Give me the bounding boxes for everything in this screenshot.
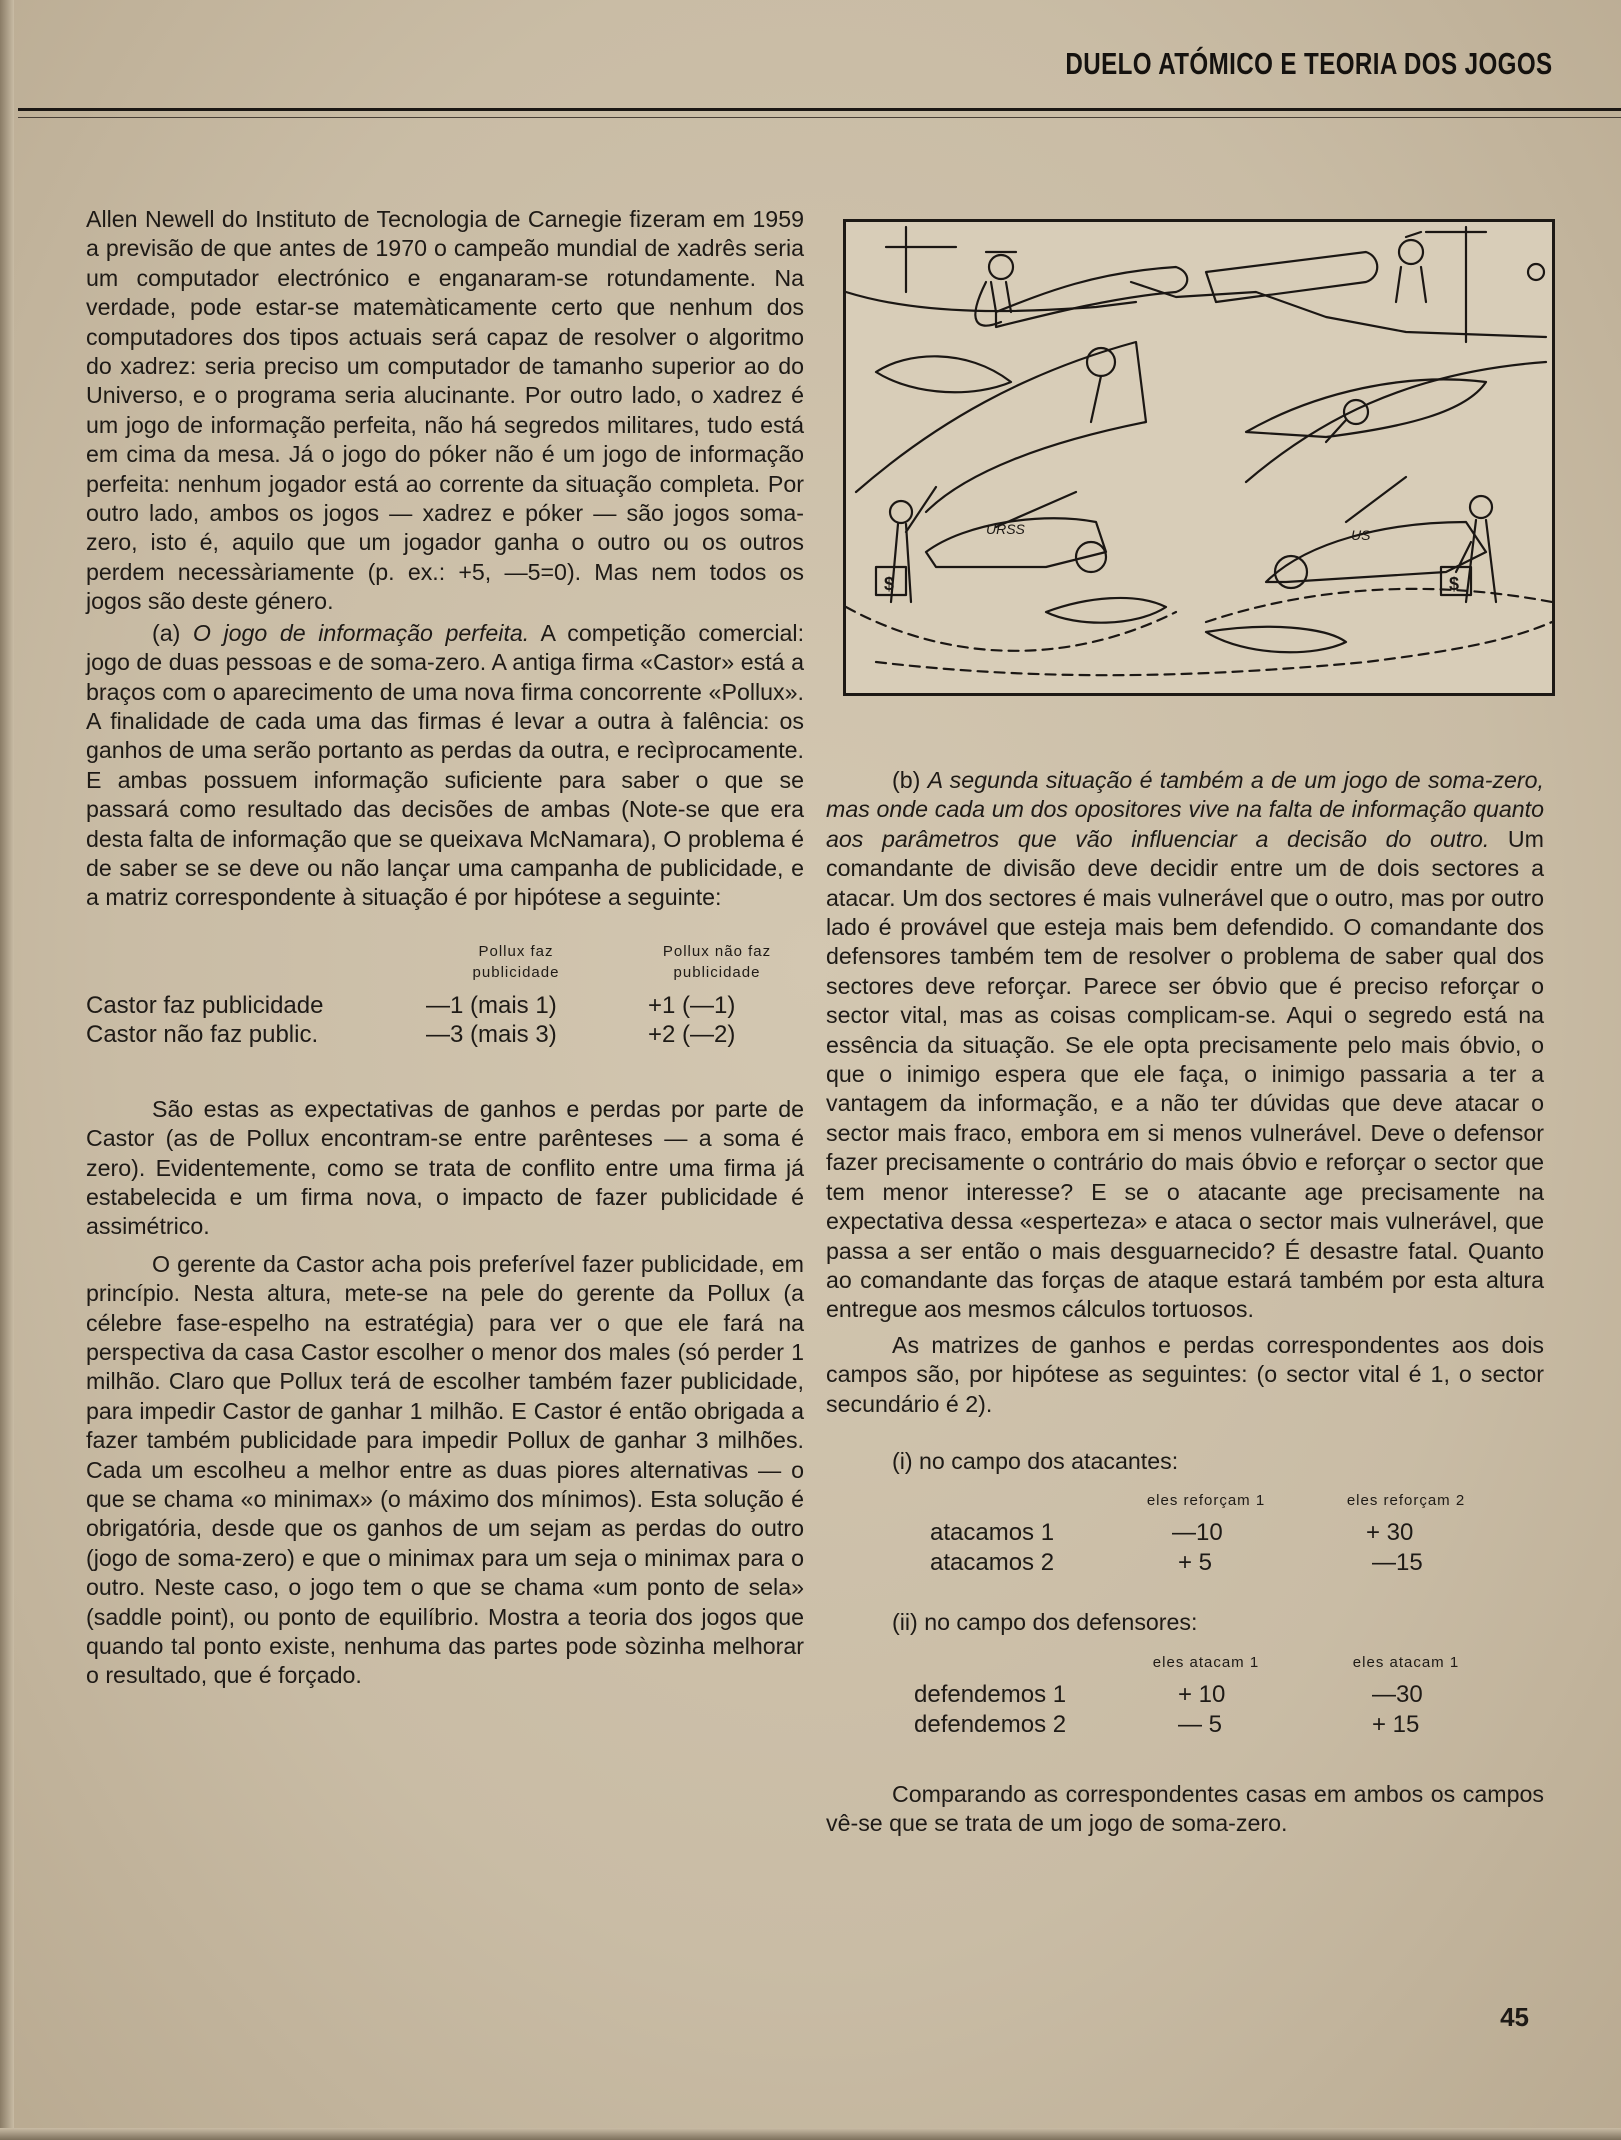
label-us: US bbox=[1351, 527, 1371, 543]
paragraph-competition-text: A competição comercial: jogo de duas pessoas e de soma-zero. A antiga firma «Castor» está a braços com o aparecimento de uma nova firma concorrente «Pollux». A finalidade de cada uma das firmas é levar a outra à falência: os ganhos de uma serão portanto as perdas da outra, e recìprocamente. E ambas possuem informação suficiente para saber o que se passará como resultado das decisões de ambas (Note-se que era desta falta de informação que se queixava McNamara), O problema é de saber se se deve ou não lançar uma campanha de publicidade, e a matriz correspondente à situação é por hipótese a seguinte: bbox=[86, 619, 805, 911]
section-label-b: (b) bbox=[892, 767, 928, 793]
dollar-sign-right: $ bbox=[1449, 574, 1460, 594]
attackers-cell-2-2: —15 bbox=[1372, 1549, 1423, 1577]
attackers-col-header-1: eles reforçam 1 bbox=[1146, 1492, 1266, 1510]
matrix-col-header-1: Pollux faz publicidade bbox=[472, 942, 560, 981]
defenders-cell-2-2: + 15 bbox=[1372, 1710, 1420, 1738]
page-edge-shadow bbox=[0, 0, 14, 2140]
paragraph-matrices-intro: As matrizes de ganhos e perdas correspondentes aos dois campos são, por hipótese as seguintes: (o sector vital é 1, o sector secundário é 2). bbox=[826, 1331, 1544, 1417]
defenders-row-label-1: defendemos 1 bbox=[914, 1680, 1067, 1708]
left-column bbox=[86, 205, 804, 1691]
paragraph-minimax: O gerente da Castor acha pois preferível fazer publicidade, em princípio. Nesta altura, mete-se na pele do gerente da Pollux (a célebre fase-espelho na estratégia) para ver o que ele fará na perspectiva da casa Castor escolher o menor dos males (só perder 1 milhão. Claro que Pollux terá de escolher também fazer publicidade, para impedir Castor de ganhar 1 milhão. E Castor é então obrigada a fazer também publicidade para impedir Pollux de ganhar 3 milhões. Cada um escolheu a melhor entre as duas piores alternativas — o que se chama «o minimax» (o máximo dos mínimos). Esta solução é obrigatória, desde que os ganhos de um sejam as perdas do outro (jogo de soma-zero) e que o minimax para um seja o minimax para o outro. Neste caso, o jogo tem o que se chama «um ponto de sela» (saddle point), ou ponto de equilíbrio. Mostra a teoria dos jogos que quando tal ponto existe, nenhuma das partes pode sòzinha melhorar o resultado, que é forçado. bbox=[86, 1250, 804, 1689]
header-rule-thin bbox=[18, 117, 1621, 118]
paragraph-perfect-information bbox=[86, 619, 804, 913]
paragraph-newell: Allen Newell do Instituto de Tecnologia de Carnegie fizeram em 1959 a previsão de que antes de 1970 o campeão mundial de xadrês seria um computador electrónico e enganaram-se rotundamente. Na verdade, pode estar-se matemàticamente certo que nenhum dos computadores dos tipos actuais será capaz de resolver o algoritmo do xadrez: seria preciso um computador de tamanho superior ao do Universo, e o programa seria alucinante. Por outro lado, o xadrez é um jogo de informação perfeita, não há segredos militares, tudo está em cima da mesa. Já o jogo do póker não é um jogo de informação perfeita: nenhum jogador está ao corrente da situação completa. Por outro lado, ambos os jogos — xadrez e póker — são jogos soma-zero, isto é, aquilo que um jogador ganha o outro ou os outros perdem necessàriamente (p. ex.: +5, —5=0). Mas nem todos os jogos são deste género. bbox=[86, 206, 804, 615]
matrix-title-attackers: (i) no campo dos atacantes: bbox=[892, 1447, 1179, 1474]
attackers-cell-1-2: + 30 bbox=[1366, 1519, 1414, 1547]
paragraph-second-situation bbox=[826, 766, 1544, 1325]
attackers-col-header-2: eles reforçam 2 bbox=[1346, 1492, 1466, 1510]
attackers-cell-2-1: + 5 bbox=[1178, 1549, 1213, 1577]
paragraph-commander-text: Um comandante de divisão deve decidir entre um de dois sectores a atacar. Um dos sectores é mais vulnerável que o outro, mas por outro lado é provável que esteja mais bem defendido. O comandante dos defensores também tem de resolver o problema de saber qual dos sectores deve reforçar. Parece ser óbvio que é preciso reforçar o sector vital, mas as coisas complicam-se. Aqui o segredo está na essência da situação. Se ele opta precisamente pelo mais óbvio, o que o inimigo espera que ele faça, o inimigo passaria a ter a vantagem da informação, e a não ter dúvidas que deve atacar o sector mais fraco, embora em si menos vulnerável. Deve o defensor fazer precisamente o contrário do mais óbvio e reforçar o sector que tem menor interesse? E se o atacante age precisamente na expectativa dessa «esperteza» e ataca o sector mais vulnerável, que passa a ser então o mais desguarnecido? É desastre fatal. Quanto ao comandante das forças de ataque estará também por esta altura entregue aos mesmos cálculos tortuosos. bbox=[826, 825, 1544, 1323]
payoff-matrix-defenders bbox=[826, 1652, 1544, 1740]
header-rule bbox=[18, 108, 1621, 111]
defenders-row-label-2: defendemos 2 bbox=[914, 1710, 1067, 1738]
attackers-row-label-1: atacamos 1 bbox=[930, 1519, 1055, 1547]
label-urss: URSS bbox=[986, 521, 1025, 537]
defenders-cell-1-2: —30 bbox=[1372, 1680, 1423, 1708]
matrix-cell-2-2: +2 (—2) bbox=[648, 1020, 736, 1048]
dollar-sign-left: $ bbox=[884, 574, 895, 594]
attackers-row-label-2: atacamos 2 bbox=[930, 1549, 1055, 1577]
section-label-a: (a) bbox=[152, 619, 193, 646]
matrix-cell-1-1: —1 (mais 1) bbox=[426, 991, 557, 1019]
matrix-title-defenders: (ii) no campo dos defensores: bbox=[892, 1609, 1198, 1636]
page-bottom-shadow bbox=[0, 2128, 1621, 2140]
matrix-row-label-1: Castor faz publicidade bbox=[86, 991, 324, 1019]
paragraph-conclusion: Comparando as correspondentes casas em ambos os campos vê-se que se trata de um jogo de soma-zero. bbox=[826, 1780, 1544, 1837]
defenders-cell-2-1: — 5 bbox=[1178, 1710, 1223, 1738]
payoff-matrix-castor bbox=[86, 941, 804, 1059]
matrix-cell-1-2: +1 (—1) bbox=[648, 991, 736, 1019]
cartoon-illustration bbox=[843, 219, 1555, 696]
matrix-row-label-2: Castor não faz public. bbox=[86, 1020, 319, 1048]
page-number: 45 bbox=[1500, 2002, 1529, 2032]
cartoon-drawing bbox=[846, 222, 1552, 693]
section-heading-b: A segunda situação é também a de um jogo de soma-zero, mas onde cada um dos opositores vive na falta de informação quanto aos parâmetros que vão influenciar a decisão do outro. bbox=[826, 767, 1544, 852]
section-heading-a: O jogo de informação perfeita. bbox=[192, 619, 530, 646]
matrix-col-header-2: Pollux não faz publicidade bbox=[662, 942, 772, 981]
defenders-col-header-2: eles atacam 1 bbox=[1352, 1653, 1460, 1671]
attackers-cell-1-1: —10 bbox=[1172, 1519, 1223, 1547]
paragraph-expectations: São estas as expectativas de ganhos e perdas por parte de Castor (as de Pollux encontram-se entre parênteses — a soma é zero). Evidentemente, como se trata de conflito entre uma firma já estabelecida e um firma nova, o impacto de fazer publicidade é assimétrico. bbox=[86, 1095, 804, 1240]
matrix-cell-2-1: —3 (mais 3) bbox=[426, 1020, 557, 1048]
right-column bbox=[826, 766, 1544, 1839]
defenders-col-header-1: eles atacam 1 bbox=[1152, 1653, 1260, 1671]
payoff-matrix-attackers bbox=[826, 1490, 1544, 1578]
running-header-title: DUELO ATÓMICO E TEORIA DOS JOGOS bbox=[1065, 46, 1553, 81]
defenders-cell-1-1: + 10 bbox=[1178, 1680, 1226, 1708]
